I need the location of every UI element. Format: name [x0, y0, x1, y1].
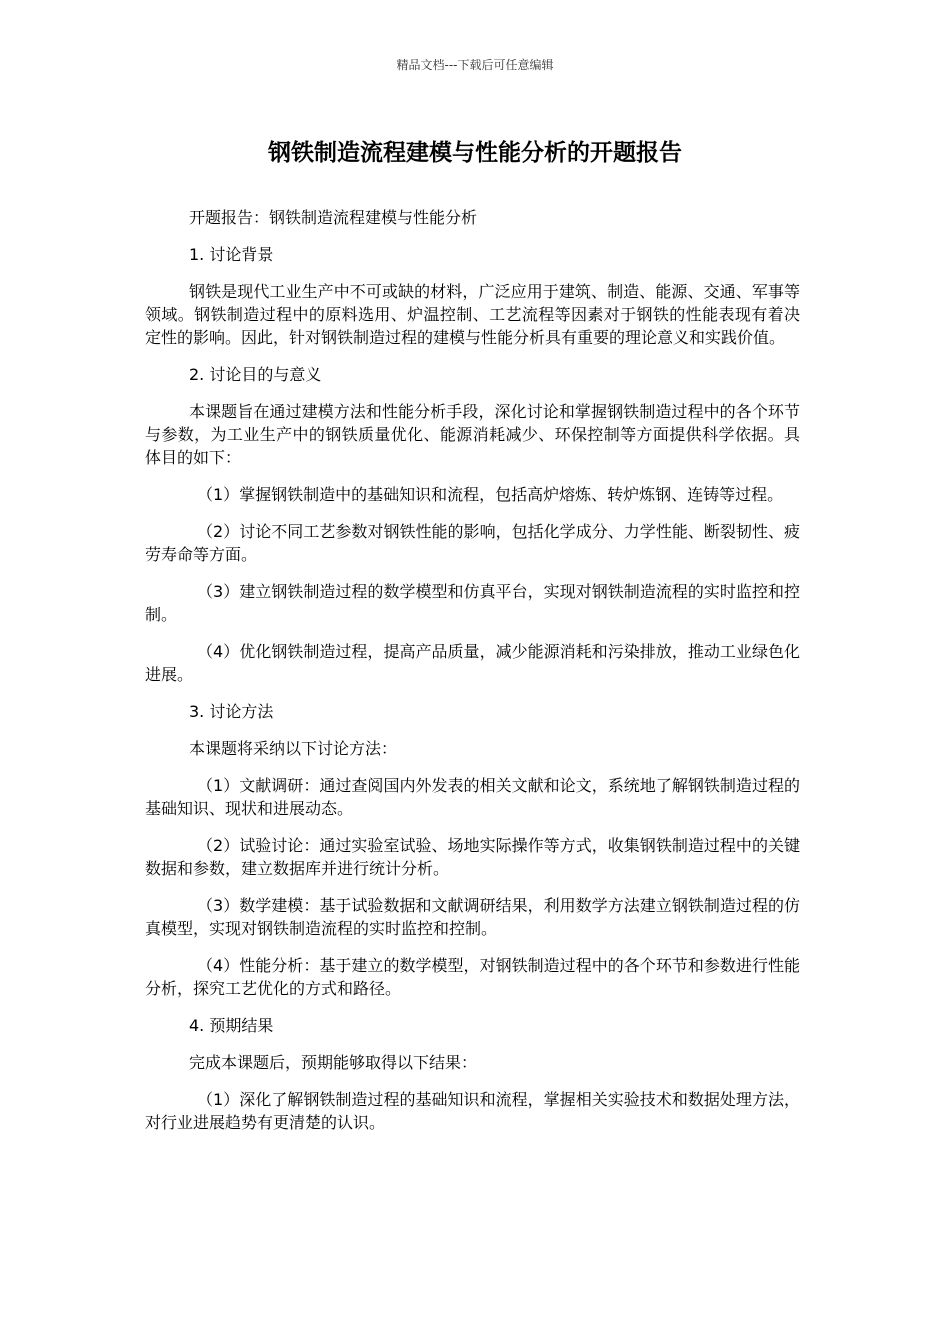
- section-heading: 1. 讨论背景: [189, 245, 274, 264]
- page-header: 精品文档---下载后可任意编辑: [396, 58, 554, 72]
- intro-paragraph: 开题报告：钢铁制造流程建模与性能分析: [189, 208, 478, 227]
- list-item: （1）深化了解钢铁制造过程的基础知识和流程，掌握相关实验技术和数据处理方法，对行业进展趋势有更清楚的认识。: [145, 1090, 800, 1132]
- list-item: （4）性能分析：基于建立的数学模型，对钢铁制造过程中的各个环节和参数进行性能分析，探究工艺优化的方式和路径。: [145, 956, 800, 998]
- body-paragraph: 本课题旨在通过建模方法和性能分析手段，深化讨论和掌握钢铁制造过程中的各个环节与参数，为工业生产中的钢铁质量优化、能源消耗减少、环保控制等方面提供科学依据。具体目的如下：: [145, 402, 800, 467]
- section-heading: 3. 讨论方法: [189, 702, 274, 721]
- list-item: （2）试验讨论：通过实验室试验、场地实际操作等方式，收集钢铁制造过程中的关键数据和参数，建立数据库并进行统计分析。: [145, 836, 800, 878]
- list-item: （4）优化钢铁制造过程，提高产品质量，减少能源消耗和污染排放，推动工业绿色化进展。: [145, 642, 800, 684]
- section-heading: 2. 讨论目的与意义: [189, 365, 322, 384]
- list-item: （3）数学建模：基于试验数据和文献调研结果，利用数学方法建立钢铁制造过程的仿真模型，实现对钢铁制造流程的实时监控和控制。: [145, 896, 800, 938]
- document-title: 钢铁制造流程建模与性能分析的开题报告: [268, 140, 682, 166]
- list-item: （3）建立钢铁制造过程的数学模型和仿真平台，实现对钢铁制造流程的实时监控和控制。: [145, 582, 800, 624]
- list-item: （2）讨论不同工艺参数对钢铁性能的影响，包括化学成分、力学性能、断裂韧性、疲劳寿命等方面。: [145, 522, 800, 564]
- body-paragraph: 完成本课题后，预期能够取得以下结果：: [189, 1053, 478, 1072]
- section-heading: 4. 预期结果: [189, 1016, 274, 1035]
- document-body: [145, 206, 800, 1148]
- list-item: （1）掌握钢铁制造中的基础知识和流程，包括高炉熔炼、转炉炼钢、连铸等过程。: [197, 485, 784, 504]
- list-item: （1）文献调研：通过查阅国内外发表的相关文献和论文，系统地了解钢铁制造过程的基础知识、现状和进展动态。: [145, 776, 800, 818]
- body-paragraph: 钢铁是现代工业生产中不可或缺的材料，广泛应用于建筑、制造、能源、交通、军事等领域。钢铁制造过程中的原料选用、炉温控制、工艺流程等因素对于钢铁的性能表现有着决定性的影响。因此，针对钢铁制造过程的建模与性能分析具有重要的理论意义和实践价值。: [145, 282, 800, 347]
- body-paragraph: 本课题将采纳以下讨论方法：: [189, 739, 398, 758]
